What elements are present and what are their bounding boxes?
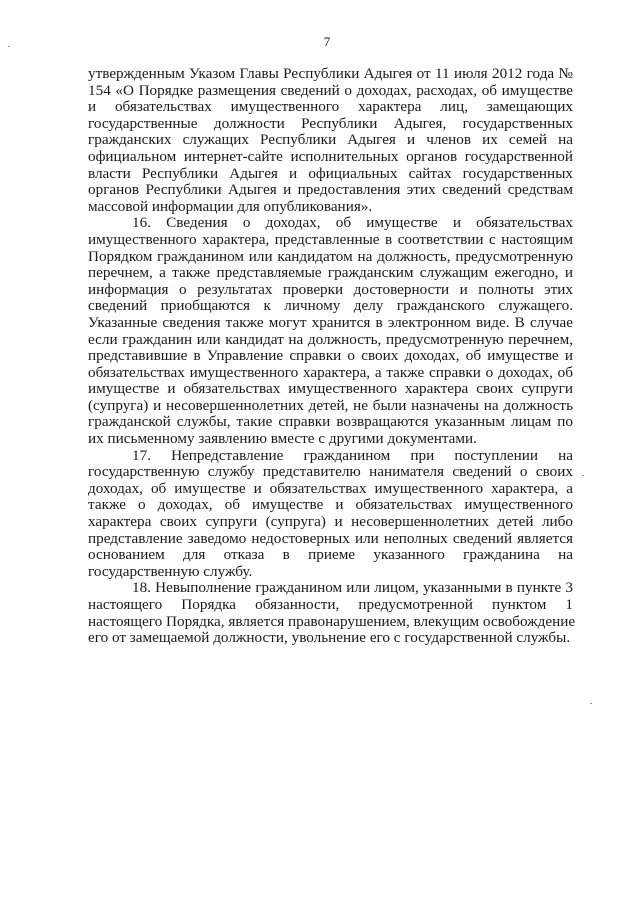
text-line: его от замещаемой должности, увольнение его с государственной службы. [88,629,571,647]
text-line: массовой информации для опубликования». [88,197,373,215]
text-line: имущественного характера, представленные в соответствии с настоящим [88,230,573,248]
text-line: информация о результатах проверки достоверности и полноты этих [88,280,573,298]
text-line: гражданской службы, такие справки возвращаются указанным лицам по [88,413,573,431]
text-line: гражданских служащих Республики Адыгея и членов их семей на [88,131,573,149]
text-line: 154 «О Порядке размещения сведений о доходах, расходах, об имуществе [88,81,573,99]
text-line: представление заведомо недостоверных или неполных сведений является [88,529,573,547]
text-line: также о доходах, об имуществе и обязательствах имущественного [88,496,573,514]
text-line: основанием для отказа в приеме указанного гражданина на [88,546,573,564]
text-line: официальном интернет-сайте исполнительных органов государственной [88,147,573,165]
text-line: доходах, об имуществе и обязательствах имущественного характера, а [88,479,573,497]
page-number: 7 [323,34,331,49]
paragraph [88,448,573,581]
text-line: их письменному заявлению вместе с другими документами. [88,430,477,448]
text-line: власти Республики Адыгея и официальных сайтах государственных [88,164,573,182]
text-line: утвержденным Указом Главы Республики Адыгея от 11 июля 2012 года № [88,65,573,82]
text-line: обязательствах имущественного характера, а также справки о доходах, об [88,363,573,381]
text-line: государственные должности Республики Адыгея, государственных [88,114,573,132]
paragraph [88,215,573,447]
text-line: 16. Сведения о доходах, об имуществе и обязательствах [132,214,573,232]
text-line: и обязательствах имущественного характера лиц, замещающих [88,98,573,116]
text-line: Порядком гражданином или кандидатом на должность, предусмотренную [88,247,573,265]
text-line: (супруга) и несовершеннолетних детей, не были назначены на должность [88,396,573,414]
text-line: если гражданин или кандидат на должность, предусмотренную перечнем, [88,330,573,348]
paragraph [88,66,573,215]
text-line: органов Республики Адыгея и предоставления этих сведений средствам [88,181,573,199]
text-line: настоящего Порядка, является правонарушением, влекущим освобождение [88,612,576,630]
text-line: 17. Непредставление гражданином при поступлении на [132,446,573,464]
text-line: Указанные сведения также могут хранится в электронном виде. В случае [88,313,573,331]
text-line: перечнем, а также представляемые гражданским служащим ежегодно, и [88,264,573,282]
text-line: государственную службу представителю нанимателя сведений о своих [88,463,573,481]
scan-speck [582,475,584,476]
scan-speck [590,703,592,704]
text-line: представившие в Управление справки о своих доходах, об имуществе и [88,347,573,365]
text-line: имуществе и обязательствах имущественного характера своих супруги [88,380,573,398]
document-body [88,65,576,647]
text-line: 18. Невыполнение гражданином или лицом, указанными в пункте 3 [132,579,573,597]
text-line: сведений приобщаются к личному делу гражданского служащего. [88,297,573,315]
text-line: характера своих супруги (супруга) и несовершеннолетних детей либо [88,513,573,531]
text-line: государственную службу. [88,562,253,580]
paragraph [88,579,576,647]
text-line: настоящего Порядка обязанности, предусмотренной пунктом 1 [88,596,573,613]
